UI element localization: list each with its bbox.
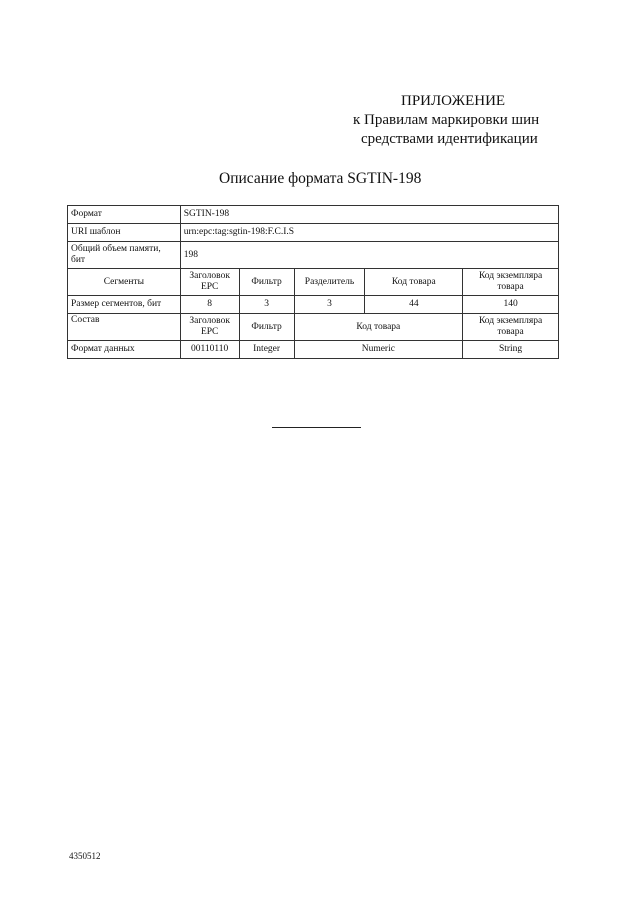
cell-data-serial: String (463, 341, 559, 359)
cell-size-label: Размер сегментов, бит (68, 296, 181, 314)
cell-composition-header: Заголовок EPC (180, 314, 239, 341)
cell-segments-label: Сегменты (68, 269, 181, 296)
table-row-memory (68, 242, 559, 269)
cell-composition-serial: Код экземпляра товара (463, 314, 559, 341)
cell-data-format-label: Формат данных (68, 341, 181, 359)
cell-size-product-code: 44 (365, 296, 463, 314)
section-divider (272, 427, 361, 428)
document-title: Описание формата SGTIN-198 (219, 170, 422, 187)
table-row-format (68, 206, 559, 224)
table-row-uri (68, 224, 559, 242)
document-number: 4350512 (69, 851, 101, 861)
cell-segment-filter: Фильтр (239, 269, 294, 296)
cell-data-product-code: Numeric (294, 341, 463, 359)
cell-segment-serial: Код экземпляра товара (463, 269, 559, 296)
table-row-composition (68, 314, 559, 341)
cell-size-header: 8 (180, 296, 239, 314)
cell-size-filter: 3 (239, 296, 294, 314)
appendix-reference-line2: средствами идентификации (361, 131, 538, 147)
cell-uri-label: URI шаблон (68, 224, 181, 242)
cell-format-value: SGTIN-198 (180, 206, 558, 224)
cell-composition-label: Состав (68, 314, 181, 341)
cell-size-serial: 140 (463, 296, 559, 314)
cell-segment-separator: Разделитель (294, 269, 365, 296)
appendix-title: ПРИЛОЖЕНИЕ (401, 93, 506, 109)
table-row-data-format (68, 341, 559, 359)
appendix-reference-line1: к Правилам маркировки шин (353, 112, 540, 128)
cell-uri-value: urn:epc:tag:sgtin-198:F.C.I.S (180, 224, 558, 242)
cell-segment-header: Заголовок EPC (180, 269, 239, 296)
cell-size-separator: 3 (294, 296, 365, 314)
cell-composition-product-code: Код товара (294, 314, 463, 341)
cell-composition-filter: Фильтр (239, 314, 294, 341)
cell-segment-product-code: Код товара (365, 269, 463, 296)
table-row-segments (68, 269, 559, 296)
table-row-segment-sizes (68, 296, 559, 314)
sgtin-format-table (67, 205, 559, 359)
cell-data-filter: Integer (239, 341, 294, 359)
cell-data-header: 00110110 (180, 341, 239, 359)
cell-memory-label: Общий объем памяти, бит (68, 242, 181, 269)
cell-memory-value: 198 (180, 242, 558, 269)
cell-format-label: Формат (68, 206, 181, 224)
